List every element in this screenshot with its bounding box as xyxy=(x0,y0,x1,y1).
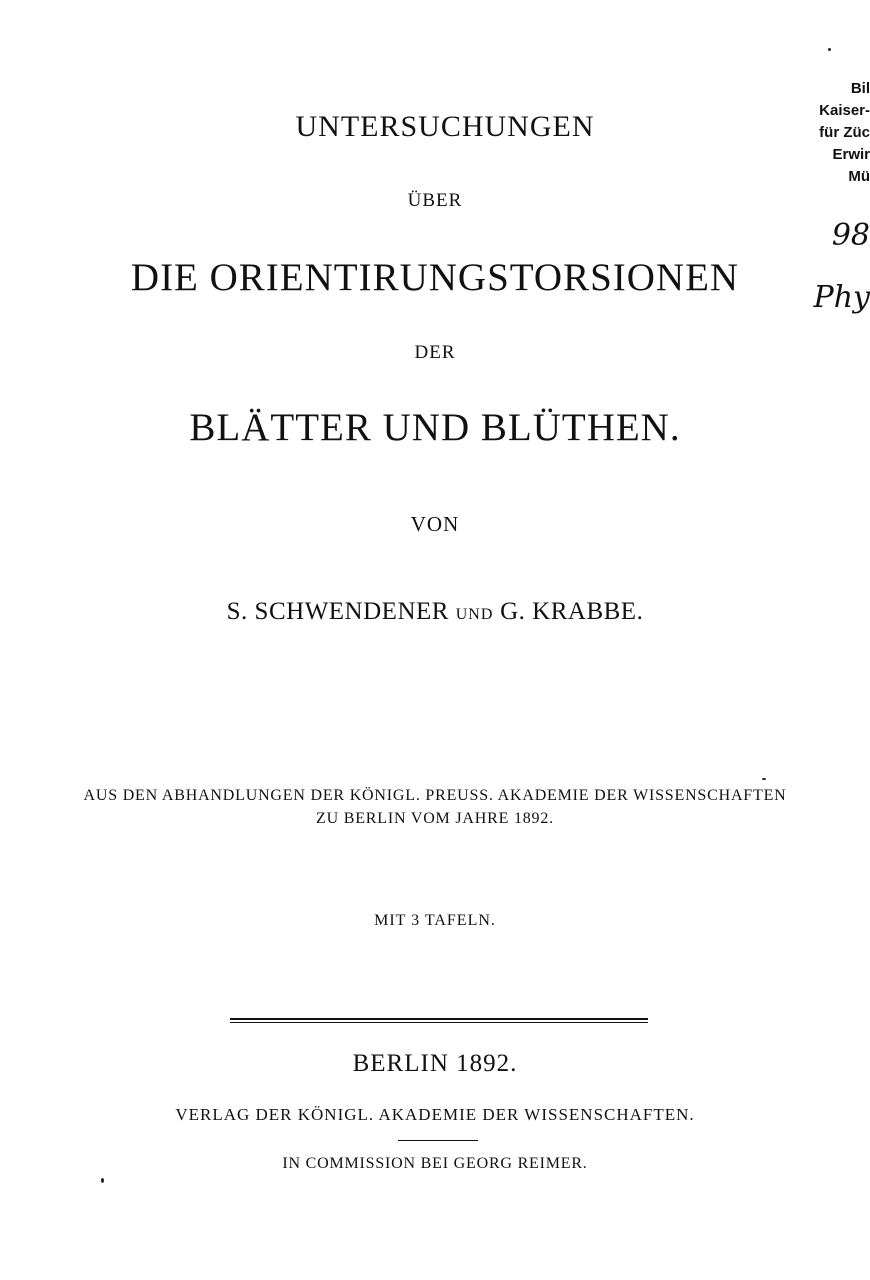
source-line-2: ZU BERLIN VOM JAHRE 1892. xyxy=(316,810,554,827)
divider-rule-thin xyxy=(230,1022,648,1023)
stamp-line-4: Erwir xyxy=(832,146,870,163)
title-line-3: DIE ORIENTIRUNGSTORSIONEN xyxy=(130,256,740,299)
stamp-line-1: Bil xyxy=(850,80,870,97)
plates-note: MIT 3 TAFELN. xyxy=(374,912,496,929)
source-line-1: AUS DEN ABHANDLUNGEN DER KÖNIGL. PREUSS. AKADEMIE DER WISSENSCHAFTEN xyxy=(83,787,787,804)
handwritten-note: Phy xyxy=(813,280,870,315)
speck xyxy=(101,1178,104,1183)
divider-rule xyxy=(230,1018,648,1020)
stamp-line-3: für Züc xyxy=(819,124,870,141)
title-line-2: ÜBER xyxy=(407,190,463,211)
handwritten-number: 98 xyxy=(831,218,870,253)
speck xyxy=(762,778,766,780)
speck xyxy=(828,48,831,51)
library-stamp xyxy=(814,78,870,188)
stamp-line-5: Mü xyxy=(848,168,870,185)
title-line-1: UNTERSUCHUNGEN xyxy=(295,110,595,143)
stamp-line-2: Kaiser- xyxy=(819,102,870,119)
authors xyxy=(0,598,870,626)
publisher: VERLAG DER KÖNIGL. AKADEMIE DER WISSENSCHAFTEN. xyxy=(175,1105,695,1124)
title-line-5: BLÄTTER UND BLÜTHEN. xyxy=(189,406,681,449)
author-2: G. KRABBE. xyxy=(500,598,644,625)
small-divider xyxy=(398,1140,478,1141)
commission: IN COMMISSION BEI GEORG REIMER. xyxy=(282,1155,588,1172)
author-1: S. SCHWENDENER xyxy=(226,598,449,625)
title-line-4: DER xyxy=(414,342,456,363)
und-label: UND xyxy=(455,606,494,623)
city-year: BERLIN 1892. xyxy=(352,1050,518,1077)
von-label: VON xyxy=(410,512,460,536)
